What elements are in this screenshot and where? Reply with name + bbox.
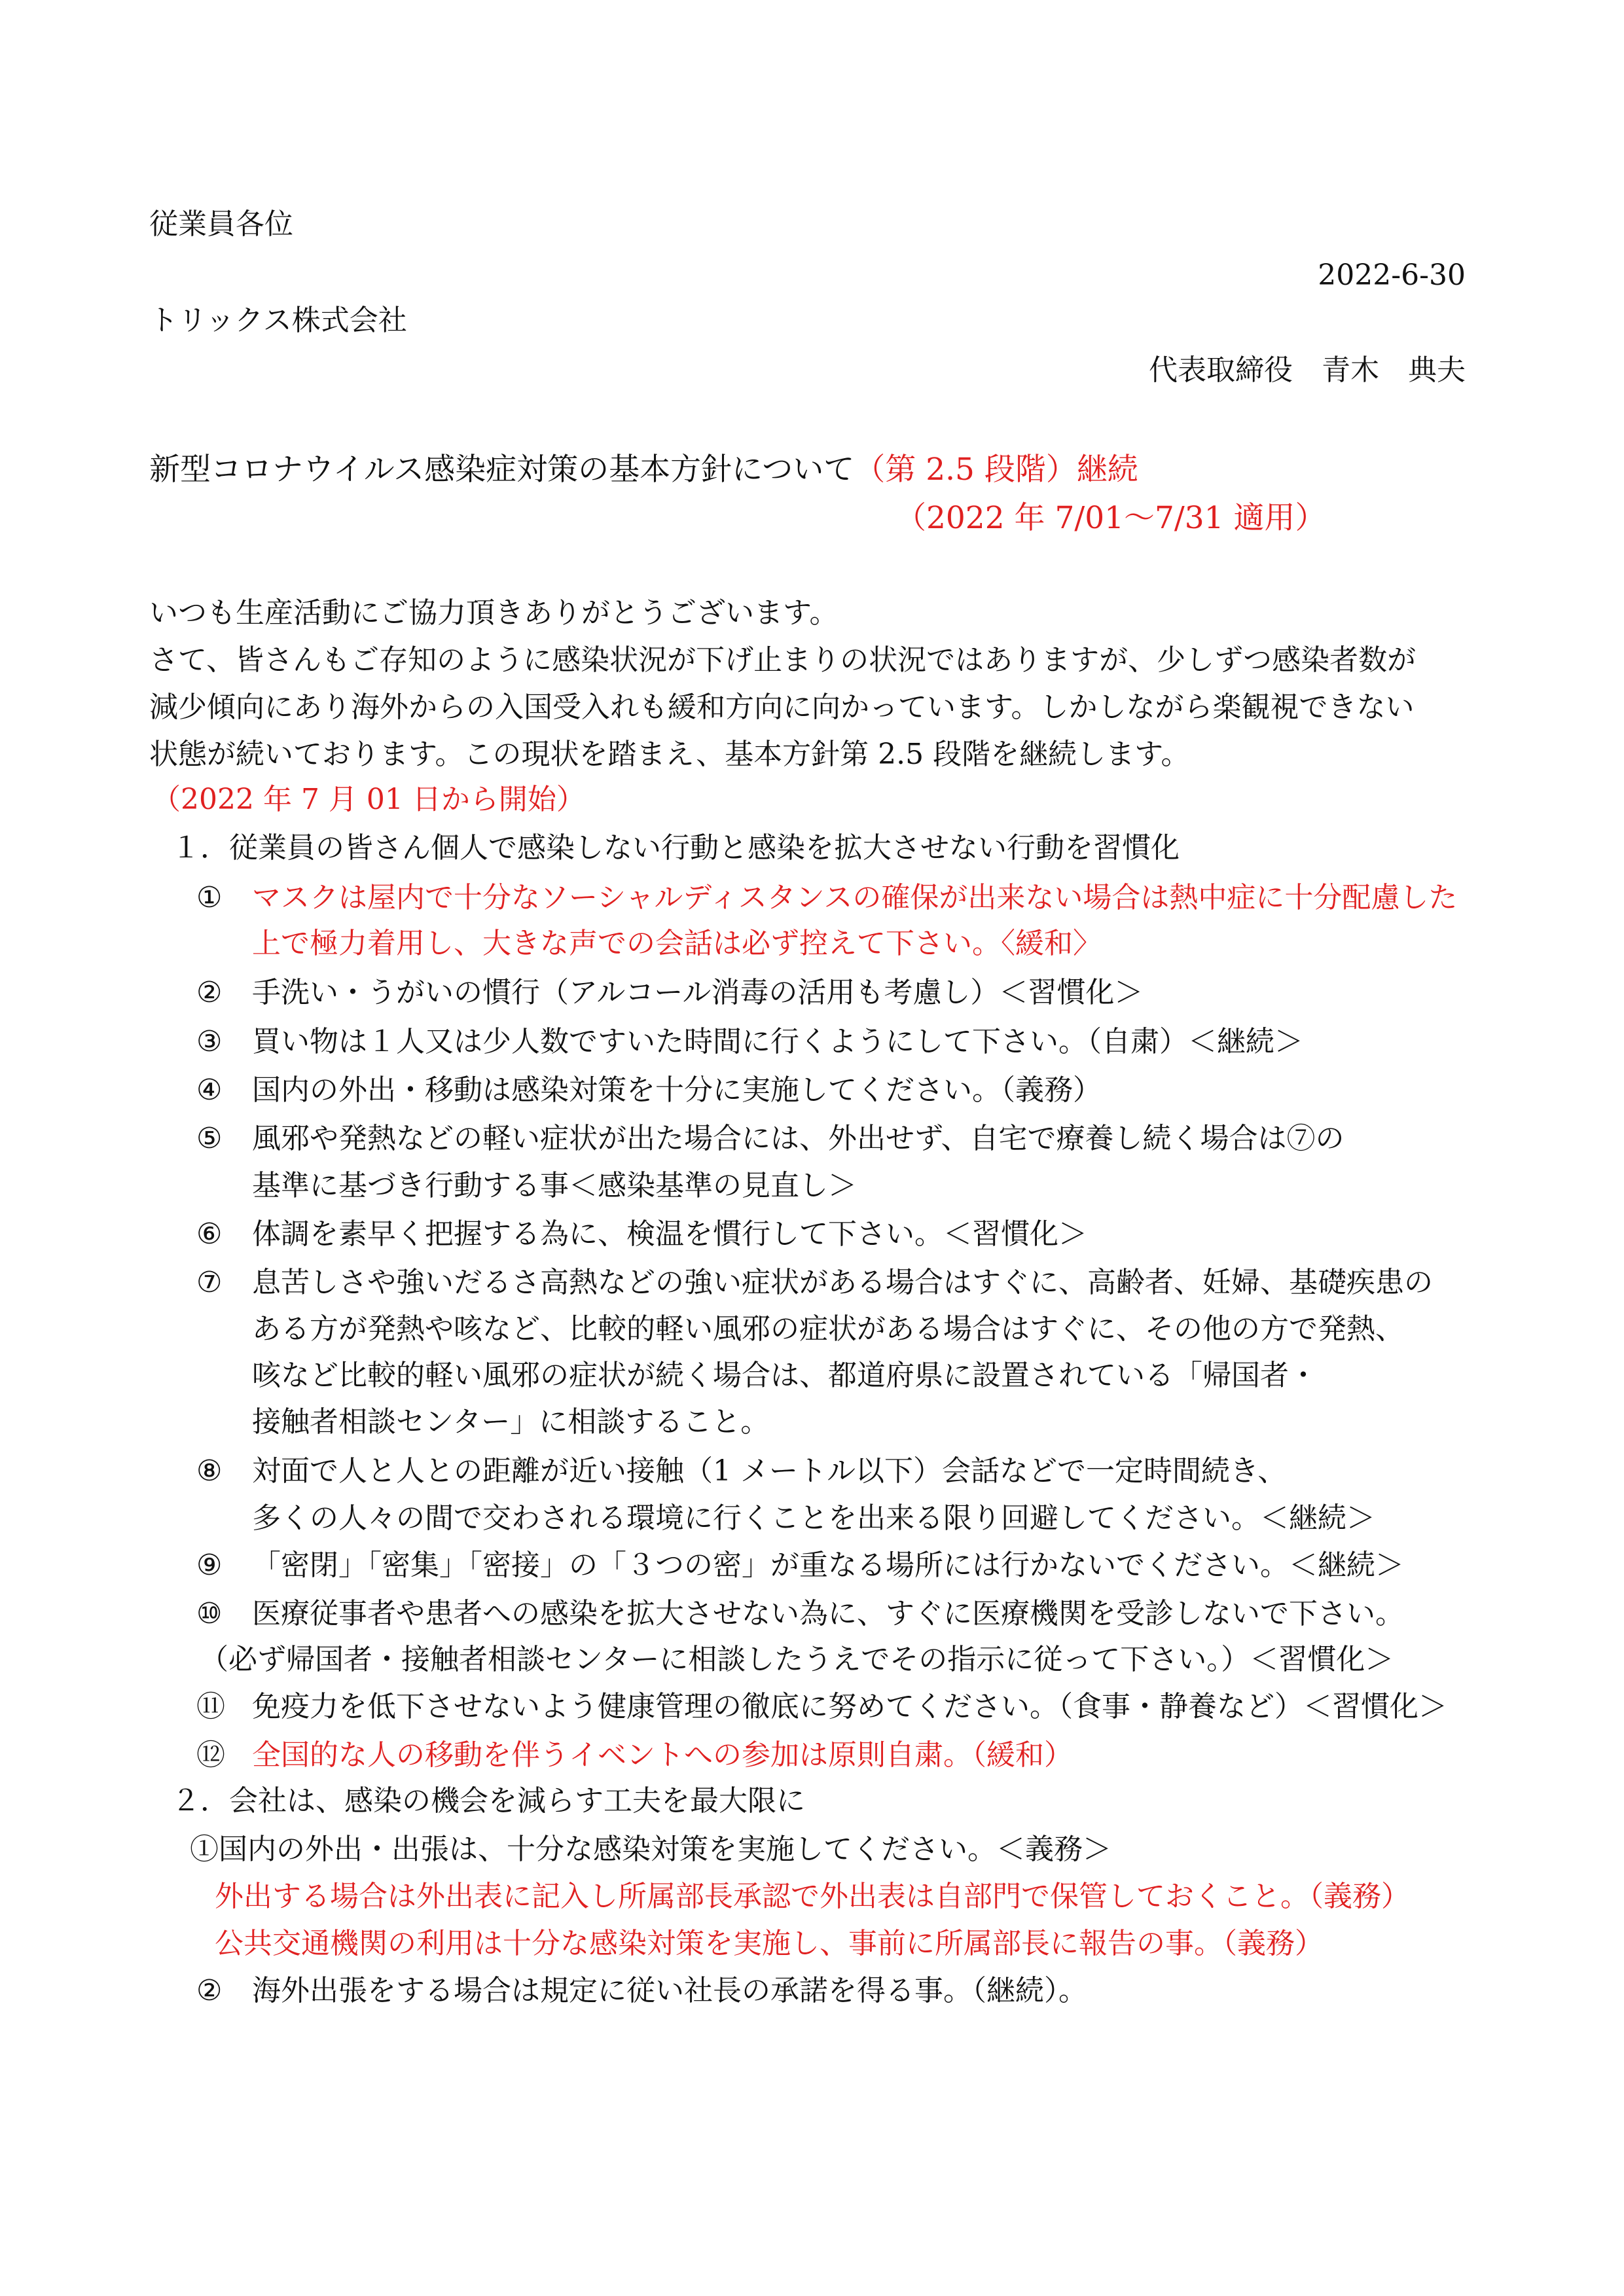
section1-heading: １．従業員の皆さん個人で感染しない行動と感染を拡大させない行動を習慣化 <box>171 831 1180 865</box>
intro-line-4: 状態が続いております。この現状を踏まえ、基本方針第 2.5 段階を継続します。 <box>149 738 1190 771</box>
item-number: ⑪ <box>196 1690 225 1723</box>
item-number: ② <box>196 1974 223 2007</box>
item-2-line-1: 手洗い・うがいの慣行（アルコール消毒の活用も考慮し）＜習慣化＞ <box>252 976 1144 1009</box>
document-title <box>149 449 1138 491</box>
title-main: 新型コロナウイルス感染症対策の基本方針について <box>149 452 855 488</box>
item-4-line-1: 国内の外出・移動は感染対策を十分に実施してください。（義務） <box>252 1073 1102 1107</box>
item-number: ② <box>196 976 223 1009</box>
document-date: 2022-6-30 <box>1318 259 1466 292</box>
item-5-line-2: 基準に基づき行動する事＜感染基準の見直し＞ <box>252 1169 857 1202</box>
item-9-line-1: 「密閉」「密集」「密接」の「３つの密」が重なる場所には行かないでください。＜継続＞ <box>252 1549 1404 1582</box>
item-7-line-3: 咳など比較的軽い風邪の症状が続く場合は、都道府県に設置されている「帰国者・ <box>252 1359 1318 1392</box>
company-name: トリックス株式会社 <box>149 304 407 337</box>
intro-line-2: さて、皆さんもご存知のように感染状況が下げ止まりの状況ではありますが、少しずつ感染者数が <box>149 643 1416 677</box>
item-7-line-1: 息苦しさや強いだるさ高熱などの強い症状がある場合はすぐに、高齢者、妊婦、基礎疾患の <box>252 1266 1433 1299</box>
item-8-line-2: 多くの人々の間で交わされる環境に行くことを出来る限り回避してください。＜継続＞ <box>252 1501 1375 1535</box>
signer: 代表取締役 青木 典夫 <box>1149 353 1466 387</box>
start-date: （2022 年 7 月 01 日から開始） <box>152 783 585 816</box>
item-number: ⑨ <box>196 1549 223 1582</box>
item-number: ⑦ <box>196 1266 223 1299</box>
intro-line-3: 減少傾向にあり海外からの入国受入れも緩和方向に向かっています。しかしながら楽観視できない <box>149 691 1415 724</box>
intro-line-1: いつも生産活動にご協力頂きありがとうございます。 <box>149 596 839 630</box>
item-number: ⑧ <box>196 1454 223 1488</box>
item-number: ④ <box>196 1073 223 1107</box>
item-3-line-1: 買い物は１人又は少人数ですいた時間に行くようにして下さい。（自粛）＜継続＞ <box>252 1025 1303 1058</box>
section2-heading: ２．会社は、感染の機会を減らす工夫を最大限に <box>171 1784 805 1818</box>
title-stage: （第 2.5 段階）継続 <box>854 452 1138 488</box>
item-number: ⑫ <box>196 1738 225 1772</box>
addressee: 従業員各位 <box>149 207 293 241</box>
section2-item-1-note-2: 公共交通機関の利用は十分な感染対策を実施し、事前に所属部長に報告の事。（義務） <box>215 1927 1324 1960</box>
item-1-line-1: マスクは屋内で十分なソーシャルディスタンスの確保が出来ない場合は熱中症に十分配慮した <box>252 881 1458 914</box>
item-6-line-1: 体調を素早く把握する為に、検温を慣行して下さい。＜習慣化＞ <box>252 1217 1087 1251</box>
item-7-line-4: 接触者相談センター」に相談すること。 <box>252 1405 770 1439</box>
item-10-line-1: 医療従事者や患者への感染を拡大させない為に、すぐに医療機関を受診しないで下さい。 <box>252 1597 1404 1630</box>
section2-item-1: ①国内の外出・出張は、十分な感染対策を実施してください。＜義務＞ <box>190 1833 1111 1866</box>
item-10-line-2: （必ず帰国者・接触者相談センターに相談したうえでその指示に従って下さい。）＜習慣化＞ <box>200 1643 1394 1676</box>
item-number: ⑩ <box>196 1597 223 1630</box>
item-5-line-1: 風邪や発熱などの軽い症状が出た場合には、外出せず、自宅で療養し続く場合は⑦の <box>252 1122 1344 1155</box>
item-number: ⑥ <box>196 1217 223 1251</box>
item-number: ⑤ <box>196 1122 223 1155</box>
item-number: ③ <box>196 1025 223 1058</box>
title-period: （2022 年 7/01～7/31 適用） <box>895 500 1326 536</box>
item-1-line-2: 上で極力着用し、大きな声での会話は必ず控えて下さい。〈緩和〉 <box>252 927 1102 960</box>
item-11-line-1: 免疫力を低下させないよう健康管理の徹底に努めてください。（食事・静養など）＜習慣化＞ <box>252 1690 1447 1723</box>
item-7-line-2: ある方が発熱や咳など、比較的軽い風邪の症状がある場合はすぐに、その他の方で発熱、 <box>252 1312 1404 1346</box>
item-number: ① <box>196 881 223 914</box>
item-8-line-1: 対面で人と人との距離が近い接触（1 メートル以下）会話などで一定時間続き、 <box>252 1454 1287 1488</box>
item-12-line-1: 全国的な人の移動を伴うイベントへの参加は原則自粛。（緩和） <box>252 1738 1073 1772</box>
section2-item-1-note-1: 外出する場合は外出表に記入し所属部長承認で外出表は自部門で保管しておくこと。（義務） <box>215 1880 1410 1913</box>
section2-item-2: 海外出張をする場合は規定に従い社長の承諾を得る事。（継続）。 <box>252 1974 1087 2007</box>
